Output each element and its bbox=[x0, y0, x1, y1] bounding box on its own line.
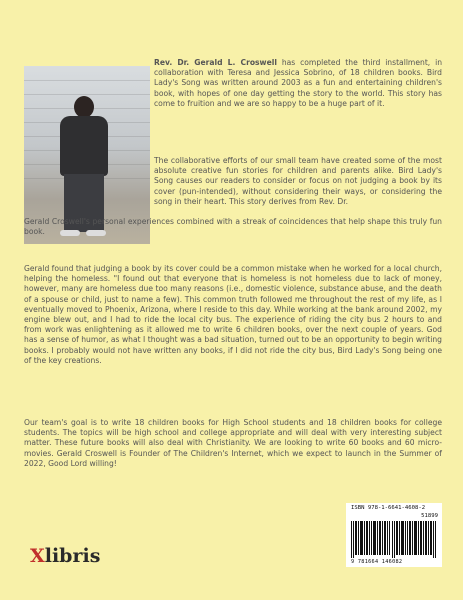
photo-figure-body bbox=[60, 116, 108, 176]
isbn-barcode bbox=[346, 503, 442, 567]
photo-figure-head bbox=[74, 96, 94, 118]
bio-paragraph-1-text: has completed the third installment, in collaboration with Teresa and Jessica Sobrino, of 18 children books. Bird Lady's Song was written around 2003 as a fun and entertaining children's book, with hopes of one day getting the story to the world. This story has come to fruition and we are so happy to be a huge part of it. bbox=[154, 58, 443, 108]
bio-paragraph-1 bbox=[154, 58, 442, 109]
publisher-logo bbox=[30, 545, 100, 567]
bio-paragraph-2-continued: Gerald Croswell's personal experiences combined with a streak of coincidences that help shape this truly fun book. bbox=[24, 217, 442, 237]
bio-paragraph-3: Gerald found that judging a book by its cover could be a common mistake when he worked for a local church, helping the homeless. "I found out that everyone that is homeless is not homeless due to lack of money, however, many are homeless due too many reasons (i.e., domestic violence, substance abuse, and the death of a spouse or child, just to name a few). This common truth followed me throughout the rest of my life, as I eventually moved to Phoenix, Arizona, where I reside to this day. While working at the bank around 2002, my engine blew out, and I had to ride the local city bus. The experience of riding the city bus 2 hours to and from work was enlightening as it allowed me to write 6 children books, over the next couple of years. God has a sense of humor, as what I thought was a bad situation, turned out to be an opportunity to begin writing books. I probably would not have written any books, if I did not ride the city bus, Bird Lady's Song being one of the key creations. bbox=[24, 264, 442, 365]
bio-paragraph-4: Our team's goal is to write 18 children books for High School students and 18 children books for college students. The topics will be high school and college appropriate and will deal with very interesting subject matter. These future books will also deal with Christianity. We are looking to write 60 books and 60 micro-movies. Gerald Croswell is Founder of The Children's Internet, which we expect to launch in the Summer of 2022, Good Lord willing! bbox=[24, 418, 442, 468]
publisher-logo-text: libris bbox=[44, 545, 101, 567]
bio-paragraph-2: The collaborative efforts of our small team have created some of the most absolute creative fun stories for children and parents alike. Bird Lady's Song causes our readers to consider or focus on not judging a book by its cover (pun-intended), without considering their ways, or considering the song in their heart. This story derives from Rev. Dr. bbox=[154, 156, 442, 206]
barcode-number: 9 781664 146082 bbox=[351, 559, 403, 565]
isbn-label: ISBN 978-1-6641-4608-2 bbox=[351, 505, 426, 511]
author-name: Rev. Dr. Gerald L. Croswell bbox=[154, 58, 277, 67]
price-code: 51899 bbox=[421, 513, 438, 519]
barcode-bars bbox=[351, 521, 437, 558]
publisher-logo-x: X bbox=[30, 545, 45, 567]
